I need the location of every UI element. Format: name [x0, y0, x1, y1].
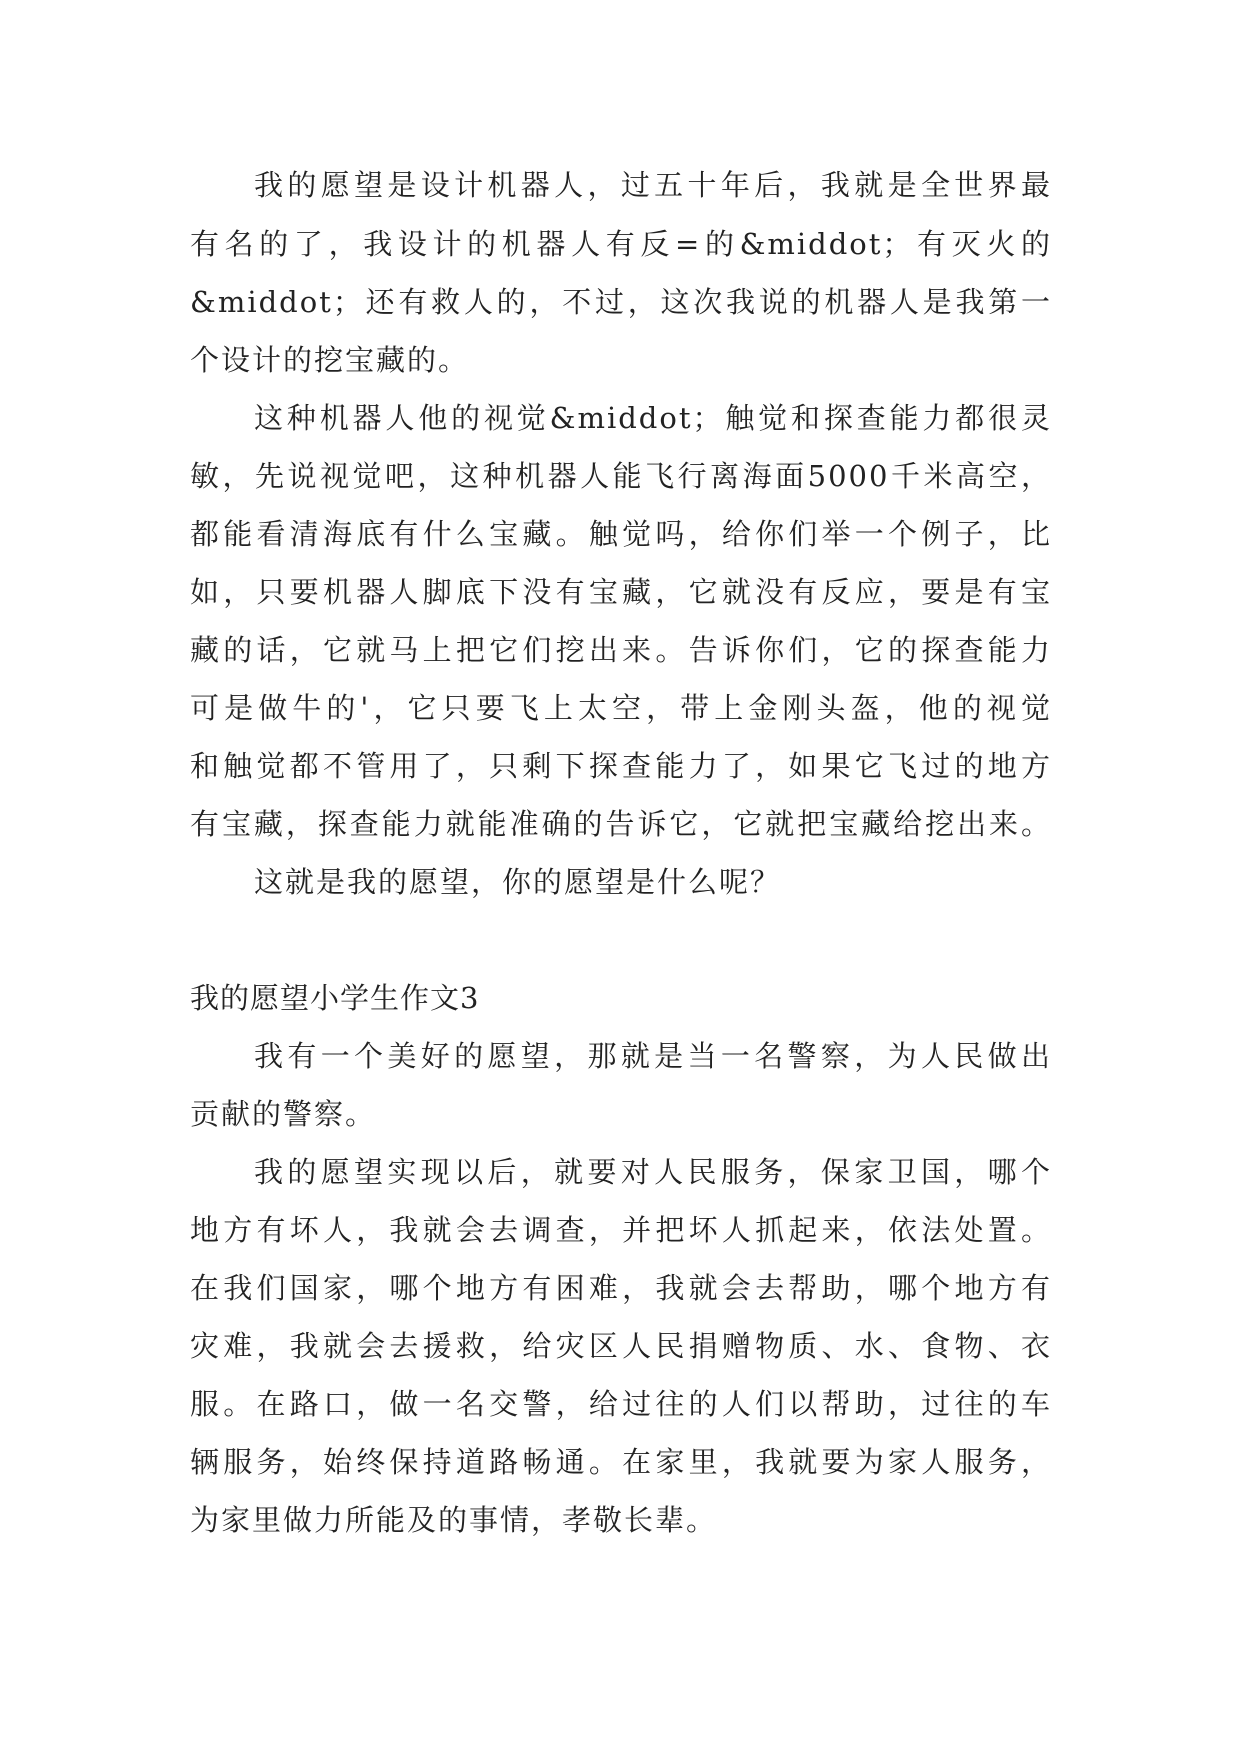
section2-paragraph-1-line-1: 我有一个美好的愿望，那就是当一名警察，为人民做出 [254, 1039, 1052, 1073]
paragraph-2-line-2: 敏，先说视觉吧，这种机器人能飞行离海面5000千米高空， [190, 459, 1052, 493]
section2-paragraph-2-line-6: 辆服务，始终保持道路畅通。在家里，我就要为家人服务， [190, 1445, 1052, 1479]
section2-paragraph-1-line-2: 贡献的警察。 [190, 1097, 377, 1131]
section2-paragraph-2-line-7: 为家里做力所能及的事情，孝敬长辈。 [190, 1503, 718, 1537]
paragraph-3-line-1: 这就是我的愿望，你的愿望是什么呢？ [254, 865, 782, 899]
paragraph-1-line-1: 我的愿望是设计机器人，过五十年后，我就是全世界最 [254, 168, 1052, 202]
section2-paragraph-2-line-3: 在我们国家，哪个地方有困难，我就会去帮助，哪个地方有 [190, 1271, 1052, 1305]
paragraph-2-line-5: 藏的话，它就马上把它们挖出来。告诉你们，它的探查能力 [190, 633, 1052, 667]
paragraph-1-line-2: 有名的了，我设计的机器人有反=的&middot；有灭火的 [190, 227, 1052, 261]
paragraph-2-line-6: 可是做牛的'，它只要飞上太空，带上金刚头盔，他的视觉 [190, 691, 1052, 725]
paragraph-2-line-3: 都能看清海底有什么宝藏。触觉吗，给你们举一个例子，比 [190, 517, 1052, 551]
paragraph-2-line-1: 这种机器人他的视觉&middot；触觉和探查能力都很灵 [254, 401, 1052, 435]
paragraph-1-line-4: 个设计的挖宝藏的。 [190, 343, 470, 377]
document-page [190, 0, 1052, 1754]
paragraph-2-line-7: 和触觉都不管用了，只剩下探查能力了，如果它飞过的地方 [190, 749, 1052, 783]
section-title: 我的愿望小学生作文3 [190, 981, 480, 1015]
section2-paragraph-2-line-5: 服。在路口，做一名交警，给过往的人们以帮助，过往的车 [190, 1387, 1052, 1421]
section2-paragraph-2-line-2: 地方有坏人，我就会去调查，并把坏人抓起来，依法处置。 [190, 1213, 1052, 1247]
section2-paragraph-2-line-4: 灾难，我就会去援救，给灾区人民捐赠物质、水、食物、衣 [190, 1329, 1052, 1363]
paragraph-2-line-4: 如，只要机器人脚底下没有宝藏，它就没有反应，要是有宝 [190, 575, 1052, 609]
paragraph-1-line-3: &middot；还有救人的，不过，这次我说的机器人是我第一 [190, 285, 1052, 319]
section2-paragraph-2-line-1: 我的愿望实现以后，就要对人民服务，保家卫国，哪个 [254, 1155, 1052, 1189]
paragraph-2-line-8: 有宝藏，探查能力就能准确的告诉它，它就把宝藏给挖出来。 [190, 807, 1052, 841]
